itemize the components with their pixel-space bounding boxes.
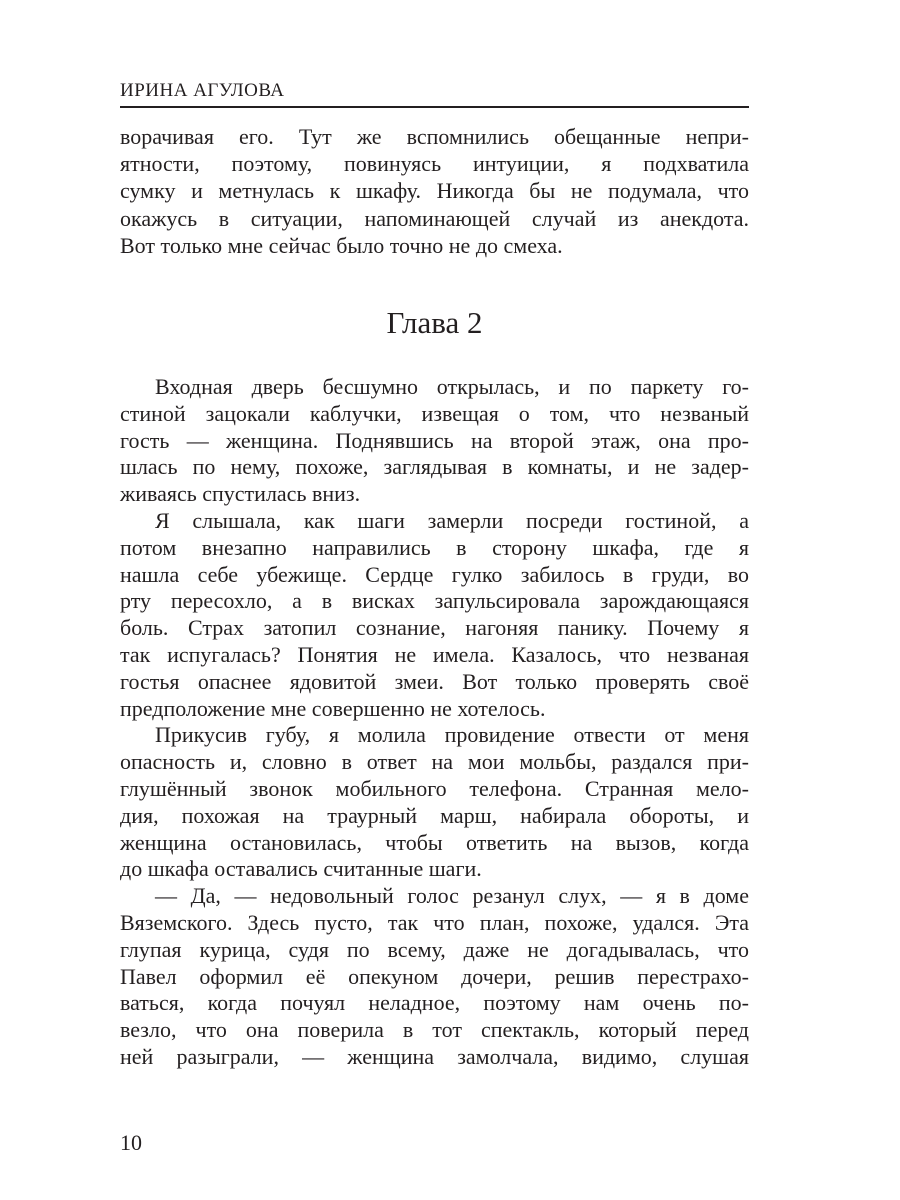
running-header-author: ИРИНА АГУЛОВА <box>120 80 285 101</box>
text-line: предположение мне совершенно не хотелось. <box>120 695 546 721</box>
paragraph <box>120 722 749 883</box>
header-rule <box>120 106 749 108</box>
text-line: окажусь в ситуации, напоминающей случай из анекдота. <box>120 205 749 231</box>
text-line: стиной зацокали каблучки, извещая о том, что незваный <box>120 400 749 426</box>
text-line: рту пересохло, а в висках запульсировала зарождающаяся <box>120 588 749 614</box>
text-line: нашла себе убежище. Сердце гулко забилось в груди, во <box>120 561 749 587</box>
chapter-title: Глава 2 <box>386 305 483 340</box>
text-line: шлась по нему, похоже, заглядывая в комнаты, и не задер- <box>120 454 749 480</box>
text-line: гостья опаснее ядовитой змеи. Вот только проверять своё <box>120 668 749 694</box>
text-line: так испугалась? Понятия не имела. Казалось, что незваная <box>120 641 749 667</box>
text-line: глупая курица, судя по всему, даже не догадывалась, что <box>120 936 749 962</box>
page-number: 10 <box>120 1130 142 1155</box>
text-line: Прикусив губу, я молила провидение отвести от меня <box>155 722 749 748</box>
text-line: Вяземского. Здесь пусто, так что план, похоже, удался. Эта <box>120 909 749 935</box>
paragraph <box>120 374 749 508</box>
text-line: живаясь спустилась вниз. <box>120 481 361 507</box>
text-line: Входная дверь бесшумно открылась, и по паркету го- <box>155 374 749 399</box>
text-line: ятности, поэтому, повинуясь интуиции, я подхватила <box>120 151 749 177</box>
text-line: Я слышала, как шаги замерли посреди гостиной, а <box>155 507 749 533</box>
text-line: ворачивая его. Тут же вспомнились обещанные непри- <box>120 124 749 149</box>
text-line: гость — женщина. Поднявшись на второй этаж, она про- <box>120 427 749 453</box>
paragraph <box>120 508 749 722</box>
text-line: Павел оформил её опекуном дочери, решив перестрахо- <box>120 963 749 989</box>
paragraph <box>120 883 749 1071</box>
text-line: — Да, — недовольный голос резанул слух, — я в доме <box>155 883 749 909</box>
intro-paragraph <box>120 123 749 259</box>
text-line: везло, что она поверила в тот спектакль, который перед <box>120 1017 749 1043</box>
text-line: потом внезапно направились в сторону шкафа, где я <box>120 534 749 560</box>
text-line: ней разыграли, — женщина замолчала, видимо, слушая <box>120 1043 749 1069</box>
text-line: женщина остановилась, чтобы ответить на вызов, когда <box>120 829 749 855</box>
text-line: опасность и, словно в ответ на мои мольбы, раздался при- <box>120 749 749 775</box>
text-line: боль. Страх затопил сознание, нагоняя панику. Почему я <box>120 615 749 641</box>
text-line: дия, похожая на траурный марш, набирала обороты, и <box>120 802 749 828</box>
text-line: ваться, когда почуял неладное, поэтому нам очень по- <box>120 990 749 1016</box>
text-line: глушённый звонок мобильного телефона. Странная мело- <box>120 775 749 801</box>
text-line: Вот только мне сейчас было точно не до смеха. <box>120 232 563 258</box>
text-line: до шкафа оставались считанные шаги. <box>120 856 482 882</box>
text-line: сумку и метнулась к шкафу. Никогда бы не подумала, что <box>120 178 749 204</box>
chapter-body <box>120 374 749 1071</box>
